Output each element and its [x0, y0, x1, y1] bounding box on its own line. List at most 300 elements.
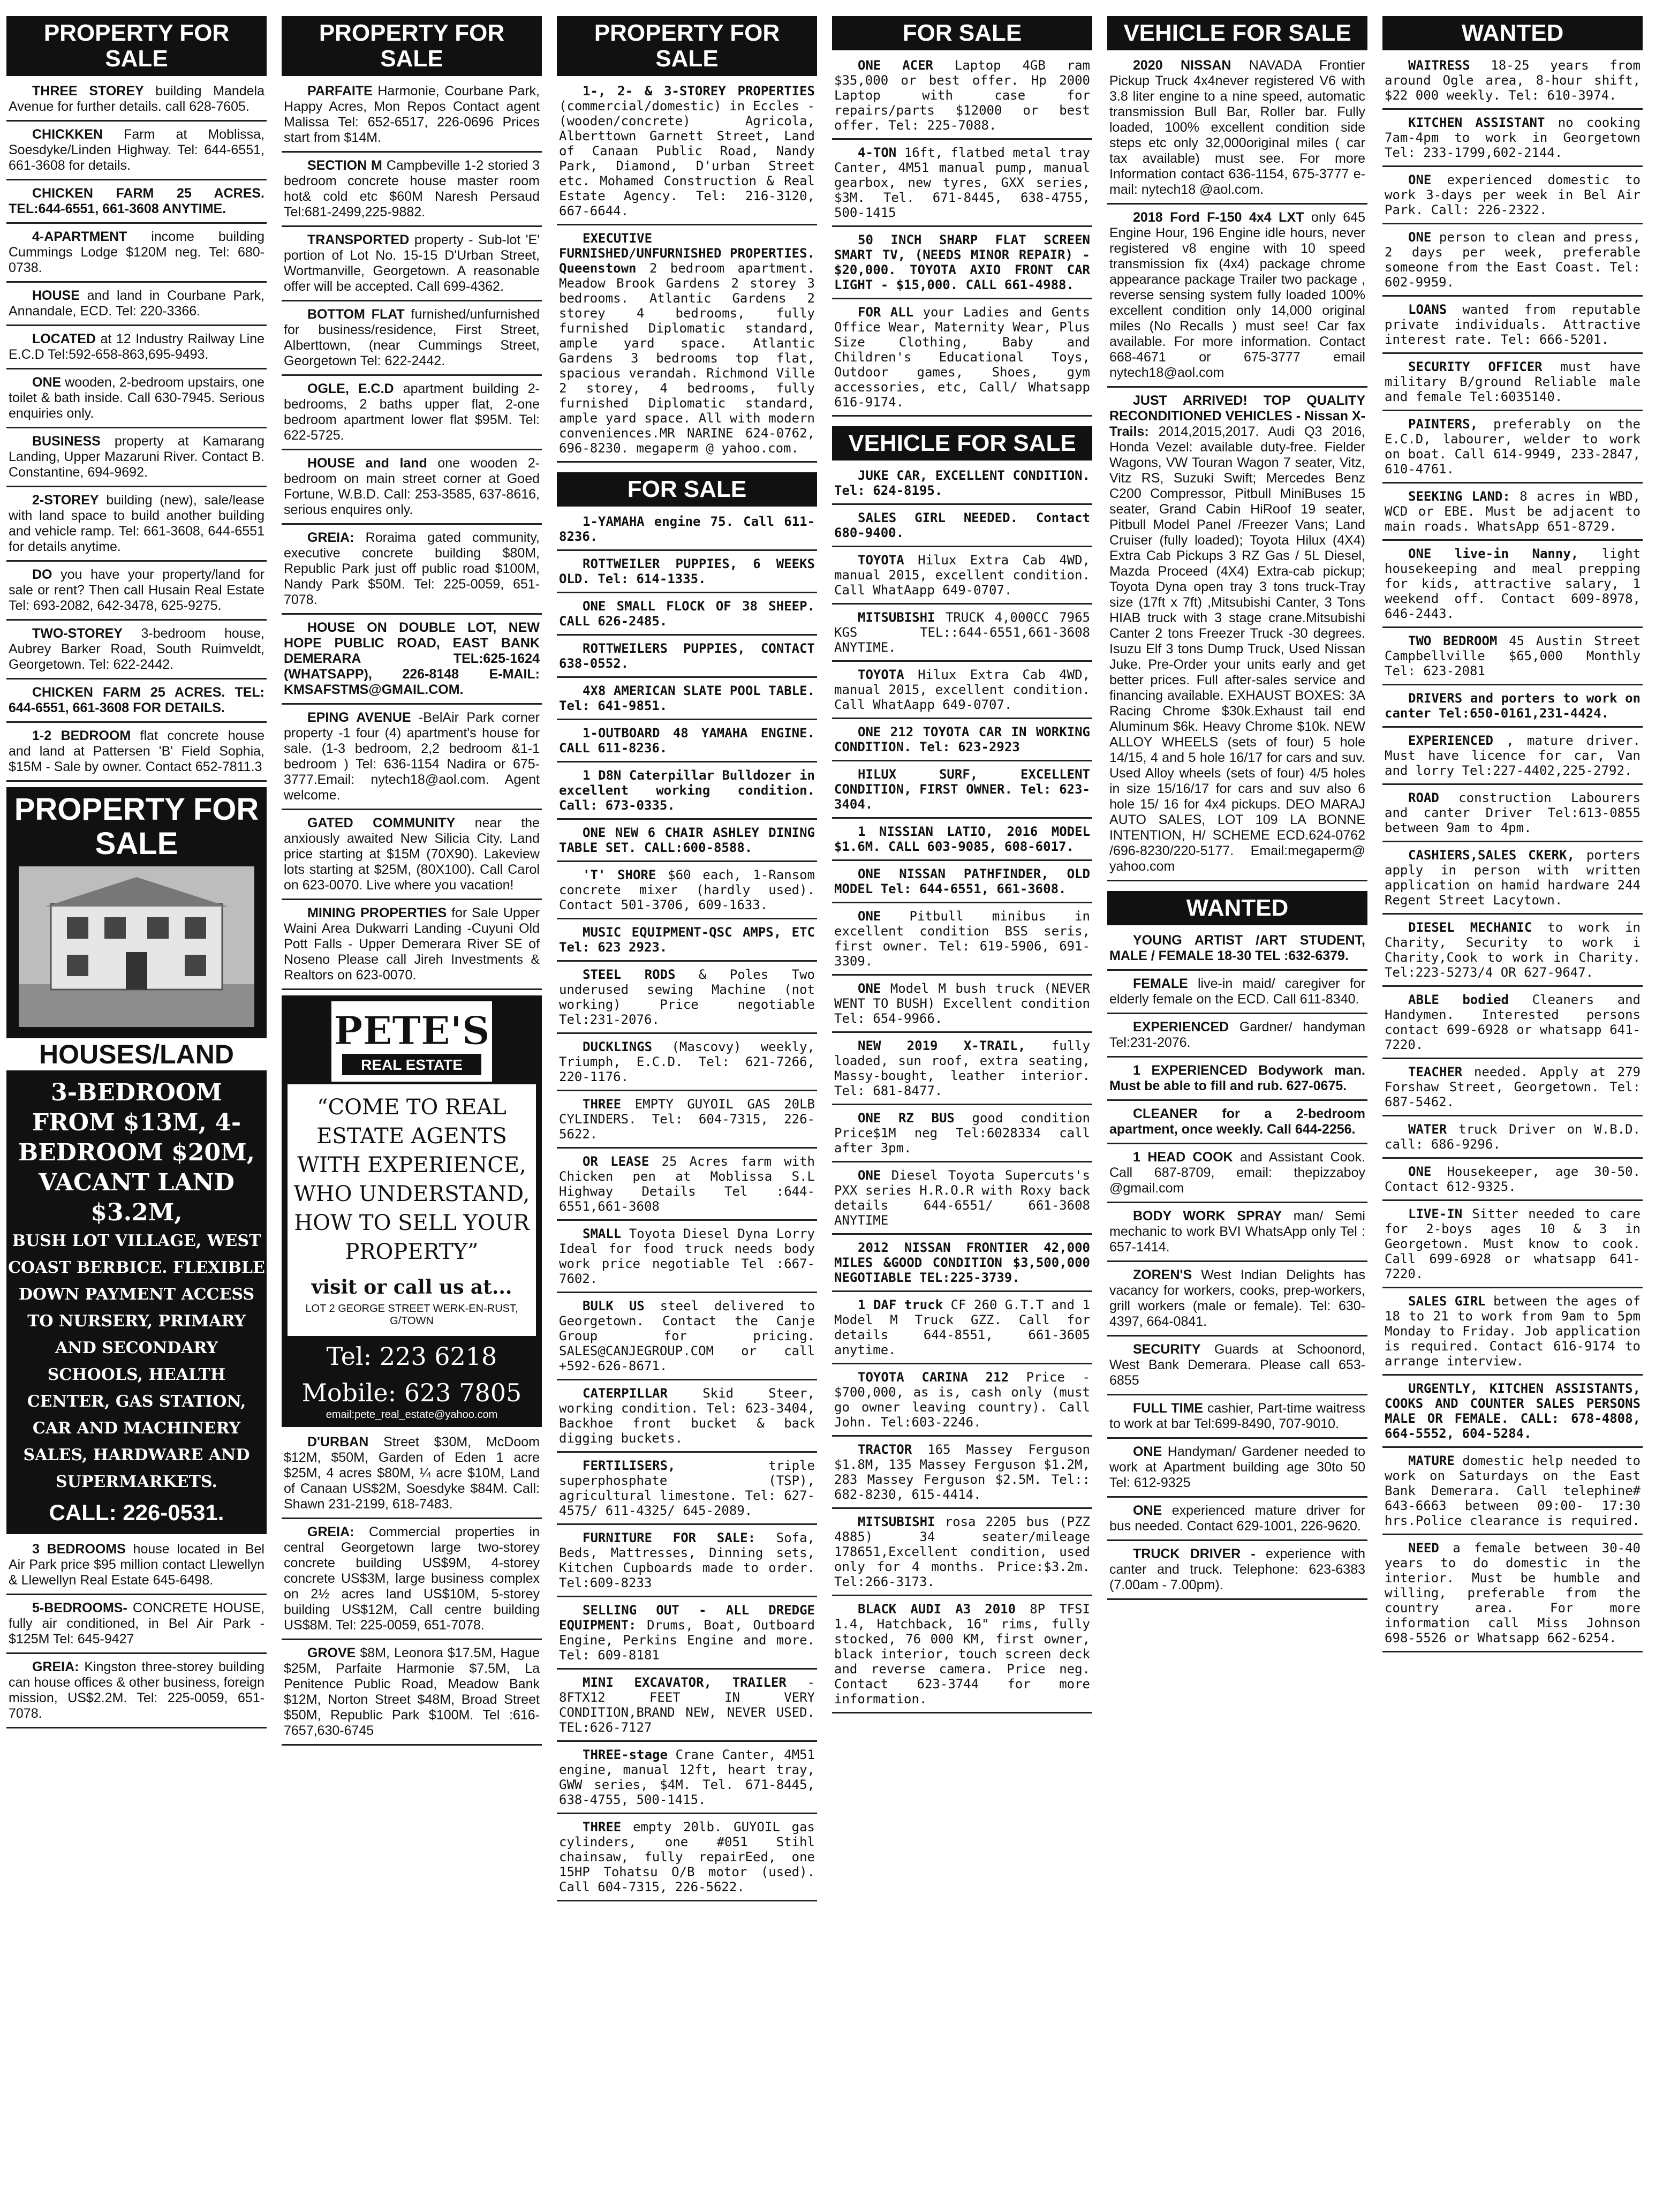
- classified-ad: [1382, 691, 1643, 728]
- classified-ad: [832, 468, 1092, 505]
- ad-lead: TEACHER: [1408, 1065, 1463, 1079]
- ad-text: 2014,2015,2017. Audi Q3 2016, Honda Vezel: available duty-free. Fielder Wagons, VW Touran Wagon 7 seater, Vitz, Vitz RS, Suzuki Swift; Mercedes Benz C200 Compressor, Pitbull MiniBuses 15 seater, Grand Cabin HiRoof 19 seater, Pitbull Model Panel /Freezer Vans; Land Cruiser (fully loaded); Toyota Hilux (4X4) Extra Cab Pickups 3 RZ Gas / 5L Diesel, Mazda Proceed (4X4) Extra-cab pickup; Toyota Dyna open tray 3 tons truck-Tray size (17ft x 7ft) ,Mitsubishi Canter, 3 Tons HIAB truck with 3 stage crane.Mitsubishi Canter 2 tons Freezer Truck -30 degrees. Isuzu Elf 3 tons Dump Truck, Used Nissan Juke. Pre-Order your units early and get better prices. Full after-sales service and financing available. EXHAUST BOXES: 3A Racing Chrome $30k.Exhaust tail end Aluminum $6k. Heavy Chrome $10k. NEW ALLOY WHEELS (sets of four) 5 hole 14/15, 4 and 5 hole 16/17 for cars and suv. Used Alloy wheels (sets of four) 4/5 holes in size 15/16/17 for cars and suv also 6 hole 15/ 16 for 4x4 pickups. DEO MARAJ AUTO SALES, LOT 109 LA BONNE INTENTION, H/ SCHEME ECD.624-0762 /696-8230/220-5177. Email:megaperm@ yahoo.com: [1109, 424, 1365, 874]
- ad-text: property at Kamarang Landing, Upper Mazaruni River. Contact B. Constantine, 694-9692.: [9, 434, 264, 480]
- ad-lead: GROVE: [307, 1645, 356, 1660]
- classified-ad: [1382, 546, 1643, 628]
- ad-list: [557, 514, 817, 1901]
- ad-lead: NEED: [1408, 1541, 1439, 1556]
- ad-lead: 2020 NISSAN: [1133, 58, 1231, 73]
- classified-ad: [832, 724, 1092, 761]
- ad-lead: NEW 2019 X-TRAIL,: [858, 1038, 1026, 1053]
- ad-lead: THREE: [583, 1820, 622, 1834]
- classified-ad: [282, 1524, 542, 1640]
- ad-text: person to clean and press, 2 days per week, preferable someone from the East Coast. Tel: 602-9959.: [1385, 230, 1641, 290]
- ad-text: no cooking 7am-4pm to work in Georgetown Tel: 233-1799,602-2144.: [1385, 115, 1641, 160]
- classified-ad: [6, 127, 267, 180]
- classified-ad: [282, 530, 542, 615]
- ad-text: one wooden 2-bedroom on main street corner at Goed Fortune, W.B.D. Call: 253-3585, 637-8616, serious enquires only.: [284, 456, 540, 517]
- ad-text: to work in Charity, Security to work i Charity,Cook to work in Charity. Tel:223-5273/4 OR 627-9647.: [1385, 920, 1641, 980]
- ad-text: Farm at Moblissa, Soesdyke/Linden Highway. Tel: 644-6551, 661-3608 for details.: [9, 127, 264, 173]
- classified-ad: [557, 726, 817, 763]
- ad-text: house located in Bel Air Park price $95 million contact Llewellyn & Llewellyn Real Estate 645-6498.: [9, 1542, 264, 1588]
- ad-lead: 1-OUTBOARD 48 YAMAHA ENGINE. CALL 611-8236.: [559, 726, 815, 756]
- classified-ad: [1107, 393, 1367, 881]
- ad-lead: EPING AVENUE: [307, 710, 411, 725]
- classified-ad: [6, 567, 267, 621]
- ad-list: [6, 1542, 267, 1728]
- classified-ad: [557, 1097, 817, 1149]
- ad-lead: TOYOTA: [858, 667, 904, 682]
- ad-lead: 4X8 AMERICAN SLATE POOL TABLE. Tel: 641-9851.: [559, 683, 815, 713]
- ad-lead: FERTILISERS,: [583, 1458, 676, 1473]
- classified-ad: [6, 493, 267, 562]
- ad-lead: TOYOTA: [858, 553, 904, 568]
- ad-lead: ZOREN'S: [1133, 1267, 1192, 1282]
- classified-ad: [1382, 1294, 1643, 1376]
- ad-text: wanted from reputable private individuals. Attractive interest rate. Tel: 666-5201.: [1385, 302, 1641, 347]
- classified-ad: [6, 1659, 267, 1728]
- ad-text: a female between 30-40 years to do domestic in the interior. Must be humble and willing, preferable from the country area. For more information call Miss Johnson 698-5526 or Whatsapp 662-6254.: [1385, 1541, 1641, 1645]
- petes-visit: visit or call us at...: [311, 1276, 512, 1298]
- column-property-for-sale-2: [282, 16, 542, 2201]
- ad-lead: THREE: [583, 1097, 622, 1112]
- ad-lead: LOANS: [1408, 302, 1447, 317]
- ad-text: building (new), sale/lease with land space to build another building and vehicle ramp. Tel: 661-3608, 644-6551 for details anytime.: [9, 493, 264, 554]
- ad-text: for Sale Upper Waini Area Dukwarri Landing -Cuyuni Old Pott Falls - Upper Demerara River SE of Noseno Please call Jireh Investments & Realtors on 623-0070.: [284, 905, 540, 983]
- classified-ad: [1382, 1541, 1643, 1652]
- ad-text: & Poles Two underused sewing Machine (not working) Price negotiable Tel:231-2076.: [559, 967, 815, 1027]
- ad-text: EMPTY GUYOIL GAS 20LB CYLINDERS. Tel: 604-7315, 226-5622.: [559, 1097, 815, 1142]
- classified-ad: [1107, 1267, 1367, 1337]
- ad-lead: ONE: [858, 909, 881, 924]
- ad-text: - 8FTX12 FEET IN VERY CONDITION,BRAND NEW, NEVER USED. TEL:626-7127: [559, 1675, 815, 1735]
- ad-lead: HILUX SURF, EXCELLENT CONDITION, FIRST OWNER. Tel: 623-3404.: [834, 767, 1090, 812]
- ad-text: Street $30M, McDoom $12M, $50M, Garden of Eden 1 acre $25M, 4 acres $80M, ¼ acre $10M, Land of Canaan US$2M, Soesdyke $84M. Call: Shawn 231-2199, 618-7483.: [284, 1435, 540, 1512]
- classified-ad: [282, 710, 542, 810]
- ad-text: furnished/unfurnished for business/residence, First Street, Alberttown, (near Cummings Street, Georgetown Tel: 622-2442.: [284, 307, 540, 368]
- ad-lead: FEMALE: [1133, 976, 1188, 991]
- classified-ad: [6, 1601, 267, 1654]
- ad-lead: D'URBAN: [307, 1435, 369, 1449]
- ad-text: NAVADA Frontier Pickup Truck 4x4never registered V6 with 3.8 liter engine to a nine speed, automatic transmission Bull Bar, Roller bar. Fully loaded, 100% excellent condition side steps etc only 32,000original miles ( car tax available) must see. For more Information contact 636-1154, 675-3777 e-mail: nytech18 @aol.com.: [1109, 58, 1365, 197]
- ad-text: Sitter needed to care for 2-boys ages 10 & 3 in Georgetown. Must know to cook. Call 699-6928 or whatsapp 641-7220.: [1385, 1206, 1641, 1281]
- ad-lead: BOTTOM FLAT: [307, 307, 405, 322]
- ad-text: good condition Price$1M neg Tel:6028334 call after 3pm.: [834, 1111, 1090, 1156]
- ad-text: between the ages of 18 to 21 to work from 9am to 5pm Monday to Friday. Job application is required. Contact 616-9174 to arrange interview.: [1385, 1294, 1641, 1369]
- classified-ad: [1107, 1401, 1367, 1439]
- ad-text: must have military B/ground Reliable male and female Tel:6035140.: [1385, 359, 1641, 404]
- ad-lead: SEEKING LAND:: [1408, 489, 1510, 504]
- ad-lead: 50 INCH SHARP FLAT SCREEN SMART TV, (NEEDS MINOR REPAIR) - $20,000. TOYOTA AXIO FRONT CAR LIGHT - $15,000. CALL 661-4988.: [834, 232, 1090, 292]
- ad-lead: 5-BEDROOMS-: [32, 1601, 127, 1615]
- ad-text: Kingston three-storey building can house offices & other business, foreign mission, US$2.2M. Tel: 225-0059, 651-7078.: [9, 1659, 265, 1721]
- ad-lead: JUKE CAR, EXCELLENT CONDITION. Tel: 624-8195.: [834, 468, 1090, 498]
- ad-lead: CLEANER for a 2-bedroom apartment, once weekly. Call 644-2256.: [1109, 1106, 1365, 1137]
- promo-prices: 3-BEDROOM FROM $13M, 4-BEDROOM $20M, VACANT LAND $3.2M,: [18, 1079, 255, 1226]
- ad-lead: ONE live-in Nanny,: [1408, 546, 1579, 561]
- classified-ad: [557, 556, 817, 593]
- classified-ad: [1107, 1546, 1367, 1600]
- classified-ad: [1382, 359, 1643, 411]
- ad-lead: BLACK AUDI A3 2010: [858, 1602, 1016, 1617]
- classified-ad: [1382, 1206, 1643, 1288]
- ad-text: domestic help needed to work on Saturdays on the East Bank Demerara. Call telephine# 643-6663 between 09:00- 17:30 hrs.Police clearance is required.: [1385, 1453, 1641, 1528]
- classified-ad: [6, 186, 267, 224]
- ad-lead: HOUSE ON DOUBLE LOT, NEW HOPE PUBLIC ROAD, EAST BANK DEMERARA TEL:625-1624 (WHATSAPP), 226-8148 E-MAIL: KMSAFSTMS@GMAIL.COM.: [284, 620, 540, 697]
- classified-ad: [557, 1039, 817, 1091]
- classified-ad: [1107, 210, 1367, 388]
- ad-lead: ROTTWEILERS PUPPIES, CONTACT 638-0552.: [559, 641, 815, 671]
- ad-lead: 1 EXPERIENCED Bodywork man. Must be able to fill and rub. 627-0675.: [1109, 1063, 1365, 1093]
- ad-text: only 645 Engine Hour, 196 Engine idle hours, never registered v8 engine with 10 speed transmission fix (4x4) package chrome appearance package Trailer two package , reverse sensing system fully loaded 100% excellent condition only 14,000 original miles (No Recalls ) must see! Car fax available. For more information. Contact 668-4671 or 675-3777 email nytech18@aol.com: [1109, 210, 1365, 380]
- classified-ad: [832, 1297, 1092, 1364]
- ad-lead: HOUSE: [32, 288, 80, 303]
- houses-land-band: HOUSES/LAND: [6, 1038, 267, 1070]
- ad-lead: HOUSE and land: [307, 456, 427, 471]
- ad-lead: SELLING OUT - ALL DREDGE EQUIPMENT:: [559, 1603, 815, 1633]
- ad-text: fully loaded, sun roof, extra seating, Massy-bought, leather interior. Tel: 681-8477.: [834, 1038, 1091, 1098]
- classified-ad: [832, 981, 1092, 1033]
- classified-ad: [1382, 992, 1643, 1059]
- classified-ad: [832, 1111, 1092, 1162]
- ad-text: truck Driver on W.B.D. call: 686-9296.: [1385, 1122, 1641, 1152]
- ad-lead: ONE: [1133, 1503, 1162, 1518]
- ad-lead: FULL TIME: [1133, 1401, 1204, 1416]
- ad-text: wooden, 2-bedroom upstairs, one toilet & bath inside. Call 630-7945. Serious enquiries only.: [9, 375, 265, 421]
- ad-lead: SECURITY OFFICER: [1408, 359, 1543, 374]
- ad-text: Diesel Toyota Supercuts's PXX series H.R.O.R with Roxy back details 644-6551/ 661-3608 ANYTIME: [834, 1168, 1090, 1228]
- ad-text: Campbeville 1-2 storied 3 bedroom concrete house master room hot& cold etc $60M Naresh Persaud Tel:681-2499,225-9882.: [284, 158, 540, 220]
- classified-ad: [557, 1298, 817, 1380]
- ad-text: 25 Acres farm with Chicken pen at Moblissa S.L Highway Details Tel :644-6551,661-3608: [559, 1154, 815, 1214]
- ad-text: Sofa, Beds, Mattresses, Dinning sets, Kitchen Cupboards made to order. Tel:609-8233: [559, 1530, 815, 1590]
- classified-ad: [557, 925, 817, 962]
- column-wanted: [1382, 16, 1643, 2201]
- ad-lead: CASHIERS,SALES CKERK,: [1408, 848, 1575, 863]
- ad-lead: 1 DAF truck: [858, 1297, 943, 1312]
- ad-text: Cleaners and Handymen. Interested persons contact 699-6928 or whatsapp 641-7220.: [1385, 992, 1641, 1052]
- ad-lead: ONE NEW 6 CHAIR ASHLEY DINING TABLE SET. CALL:600-8588.: [559, 825, 815, 855]
- classified-ad: [1107, 976, 1367, 1014]
- ad-lead: DRIVERS and porters to work on canter Tel:650-0161,231-4424.: [1385, 691, 1641, 721]
- classified-ad: [557, 867, 817, 919]
- ad-lead: 1-2 BEDROOM: [32, 728, 131, 743]
- ad-text: West Indian Delights has vacancy for workers, cooks, prep-workers, grill workers (male or female). Tel: 630-4397, 664-0841.: [1109, 1267, 1366, 1329]
- ad-text: experienced mature driver for bus needed. Contact 629-1001, 226-9620.: [1109, 1503, 1365, 1534]
- ad-text: Laptop 4GB ram $35,000 or best offer. Hp 2000 Laptop with case for repairs/parts $12000 or best offer. Tel: 225-7088.: [834, 58, 1091, 133]
- petes-email: email:pete_real_estate@yahoo.com: [326, 1409, 498, 1421]
- ad-lead: EXECUTIVE FURNISHED/UNFURNISHED PROPERTIES. Queenstown: [559, 231, 815, 276]
- property-promo-box: [6, 787, 267, 1534]
- ad-lead: ONE: [32, 375, 62, 390]
- classified-ad: [832, 1038, 1092, 1105]
- ad-lead: SECURITY: [1133, 1342, 1201, 1357]
- classified-ad: [832, 1602, 1092, 1713]
- ad-text: construction Labourers and canter Driver Tel:613-0855 between 9am to 4pm.: [1385, 790, 1641, 835]
- ad-lead: 2-STOREY: [32, 493, 99, 508]
- ad-text: CONCRETE HOUSE, fully air conditioned, in Bel Air Park - $125M Tel: 645-9427: [9, 1601, 264, 1647]
- ad-lead: TOYOTA CARINA 212: [858, 1370, 1009, 1385]
- ad-lead: OR LEASE: [583, 1154, 649, 1169]
- ad-lead: ONE NISSAN PATHFINDER, OLD MODEL Tel: 644-6551, 661-3608.: [834, 866, 1090, 896]
- ad-text: Skid Steer, working condition. Tel: 623-3404, Backhoe front bucket & back digging buckets.: [559, 1386, 815, 1446]
- ad-lead: THREE STOREY: [32, 84, 144, 99]
- ad-lead: 1 HEAD COOK: [1133, 1150, 1233, 1165]
- ad-text: Gardner/ handyman Tel:231-2076.: [1109, 1020, 1365, 1050]
- petes-address: LOT 2 GEORGE STREET WERK-EN-RUST, G/TOWN: [305, 1303, 518, 1327]
- ad-text: live-in maid/ caregiver for elderly female on the ECD. Call 611-8340.: [1109, 976, 1365, 1007]
- ad-text: 16ft, flatbed metal tray Canter, 4M51 manual pump, manual gearbox, new tyres, GXX series, $3M. Tel. 671-8445, 638-4755, 500-1415: [834, 145, 1090, 220]
- classified-ad: [6, 229, 267, 283]
- ad-lead: ONE: [858, 1168, 881, 1183]
- section-header: PROPERTY FOR SALE: [6, 16, 267, 76]
- ad-lead: JUST ARRIVED! TOP QUALITY RECONDITIONED VEHICLES - Nissan X-Trails:: [1109, 393, 1365, 439]
- ad-lead: ROAD: [1408, 790, 1439, 805]
- ad-text: (commercial/domestic) in Eccles - (wooden/concrete) Agricola, Alberttown Garnett Street, Land of Canaan Public Road, Nandy Park, Diamond, D'urban Street etc. Mohamed Construction & Real Estate Agency. Tel: 216-3120, 667-6644.: [559, 99, 815, 218]
- ad-lead: LOCATED: [32, 331, 96, 346]
- classified-ad: [557, 967, 817, 1034]
- logo-subtext: REAL ESTATE: [361, 1056, 463, 1073]
- ad-lead: MINI EXCAVATOR, TRAILER: [583, 1675, 787, 1690]
- classified-ad: [282, 816, 542, 900]
- petes-mobile: Mobile: 623 7805: [301, 1378, 522, 1407]
- petes-real-estate-ad: [282, 995, 542, 1427]
- classified-ad: [557, 1226, 817, 1293]
- ad-text: your Ladies and Gents Office Wear, Maternity Wear, Plus Size Clothing, Baby and Children's Educational Toys, Outdoor games, Shoes, gym accessories, etc, Call/ Whatsapp 616-9174.: [834, 305, 1090, 410]
- ad-lead: ONE 212 TOYOTA CAR IN WORKING CONDITION. Tel: 623-2923: [834, 724, 1090, 754]
- classified-ad: [557, 1675, 817, 1742]
- column-for-sale: [832, 16, 1092, 2201]
- ad-text: experience with canter and truck. Telephone: 623-6383 (7.00am - 7.00pm).: [1109, 1546, 1365, 1592]
- classified-ad: [832, 305, 1092, 417]
- ad-text: man/ Semi mechanic to work BVI WhatsApp only Tel : 657-1414.: [1109, 1209, 1365, 1255]
- section-header: PROPERTY FOR SALE: [282, 16, 542, 76]
- ad-text: 3-bedroom house, Aubrey Barker Road, South Ruimveldt, Georgetown. Tel: 622-2442.: [9, 626, 264, 672]
- ad-text: Housekeeper, age 30-50. Contact 612-9325.: [1385, 1164, 1641, 1194]
- ad-lead: KITCHEN ASSISTANT: [1408, 115, 1545, 130]
- ad-lead: DUCKLINGS: [583, 1039, 653, 1054]
- ad-list: [832, 58, 1092, 417]
- ad-text: experienced domestic to work 3-days per week in Bel Air Park. Call: 226-2322.: [1385, 172, 1641, 217]
- ad-lead: ONE: [1408, 172, 1432, 187]
- ad-lead: BULK US: [583, 1298, 645, 1313]
- section-header: PROPERTY FOR SALE: [557, 16, 817, 76]
- ad-lead: STEEL RODS: [583, 967, 676, 982]
- classified-ad: [282, 905, 542, 990]
- ad-lead: TRUCK DRIVER -: [1133, 1546, 1256, 1561]
- house-photo-icon: [19, 866, 254, 1027]
- ad-lead: SMALL: [583, 1226, 622, 1241]
- classified-ad: [1382, 115, 1643, 167]
- classified-ad: [1382, 1122, 1643, 1159]
- ad-lead: YOUNG ARTIST /ART STUDENT, MALE / FEMALE 18-30 TEL :632-6379.: [1109, 933, 1365, 963]
- ad-lead: DO: [32, 567, 52, 582]
- classified-ad: [557, 1458, 817, 1525]
- classified-ad: [1382, 489, 1643, 541]
- ad-lead: DIESEL MECHANIC: [1408, 920, 1532, 935]
- ad-text: 8 acres in WBD, WCD or EBE. Must be adjacent to main roads. WhatsApp 651-8729.: [1385, 489, 1641, 534]
- classified-ad: [557, 1530, 817, 1597]
- ad-lead: FOR ALL: [858, 305, 914, 320]
- ad-text: rosa 2205 bus (PZZ 4885) 34 seater/mileage 178651,Excellent condition, used only for 4 months. Price:$3.2m. Tel:266-3173.: [834, 1514, 1090, 1589]
- section-header: WANTED: [1382, 16, 1643, 50]
- classified-ad: [557, 599, 817, 636]
- ad-lead: 1-YAMAHA engine 75. Call 611-8236.: [559, 514, 815, 544]
- promo-details: BUSH LOT VILLAGE, WEST COAST BERBICE. FLEXIBLE DOWN PAYMENT ACCESS TO NURSERY, PRIMARY AND SECONDARY SCHOOLS, HEALTH CENTER, GAS STATION, CAR AND MACHINERY SALES, HARDWARE AND SUPERMARKETS.: [8, 1232, 265, 1491]
- classified-ad: [832, 1168, 1092, 1235]
- ad-lead: ONE SMALL FLOCK OF 38 SHEEP. CALL 626-2485.: [559, 599, 815, 629]
- classified-ad: [832, 1370, 1092, 1437]
- ad-text: Toyota Diesel Dyna Lorry Ideal for food truck needs body work price negotiable Tel :667-7602.: [559, 1226, 815, 1286]
- ad-lead: TWO-STOREY: [32, 626, 123, 641]
- ad-text: property - Sub-lot 'E' portion of Lot No. 15-15 D'Urban Street, Wortmanville, Georgetown. A reasonable offer will be accepted. Call 699-4362.: [284, 232, 540, 294]
- ad-text: cashier, Part-time waitress to work at bar Tel:699-8490, 707-9010.: [1109, 1401, 1366, 1431]
- classified-ad: [6, 84, 267, 122]
- ad-lead: 4-APARTMENT: [32, 229, 127, 244]
- classified-ad: [832, 553, 1092, 605]
- ad-text: preferably on the E.C.D, labourer, welder to work on boat. Call 614-9949, 233-2847, 610-4761.: [1385, 417, 1641, 477]
- ad-lead: CHICKEN FARM 25 ACRES. TEL: 644-6551, 661-3608 FOR DETAILS.: [9, 685, 264, 715]
- promo-title: PROPERTY FOR SALE: [14, 792, 259, 861]
- classified-ad: [1107, 933, 1367, 971]
- ad-lead: TRANSPORTED: [307, 232, 410, 247]
- ad-lead: MINING PROPERTIES: [307, 905, 447, 920]
- classified-ad: [6, 1542, 267, 1595]
- classified-ad: [1382, 230, 1643, 297]
- classified-ad: [832, 232, 1092, 299]
- section-header-wanted: WANTED: [1107, 891, 1367, 925]
- ad-lead: EXPERIENCED: [1133, 1020, 1229, 1035]
- ad-list: [1107, 933, 1367, 1600]
- ad-text: $60 each, 1-Ransom concrete mixer (hardly used). Contact 501-3706, 609-1633.: [559, 867, 815, 912]
- ad-lead: 2012 NISSAN FRONTIER 42,000 MILES &GOOD CONDITION $3,500,000 NEGOTIABLE TEL:225-3739.: [834, 1240, 1090, 1285]
- petes-logo-icon: [331, 1001, 492, 1082]
- ad-lead: ROTTWEILER PUPPIES, 6 WEEKS OLD. Tel: 614-1335.: [559, 556, 815, 586]
- ad-text: porters apply in person with written application on hamid hardware 244 Regent Street Lacytown.: [1385, 848, 1641, 908]
- classified-ad: [282, 456, 542, 525]
- ad-lead: CATERPILLAR: [583, 1386, 668, 1401]
- classified-ad: [832, 866, 1092, 903]
- ad-text: Crane Canter, 4M51 engine, manual 12ft, heart tray, GWW series, $4M. Tel. 671-8445, 638-4755, 500-1415.: [559, 1747, 815, 1807]
- logo-text: PETE'S: [334, 1008, 490, 1053]
- classified-ad: [557, 231, 817, 463]
- petes-body: [288, 1084, 536, 1336]
- ad-lead: 1 NISSIAN LATIO, 2016 MODEL $1.6M. CALL 603-9085, 608-6017.: [834, 824, 1090, 854]
- ad-text: Handyman/ Gardener needed to work at Apartment building age 30to 50 Tel: 612-9325: [1109, 1444, 1365, 1490]
- classified-ad: [557, 84, 817, 225]
- ad-text: near the anxiously awaited New Silicia City. Land price starting at $15M (70X90). Lakeview lots starting at $25M, (80X100). Call Carol on 623-0070. Live where you vacation!: [284, 816, 540, 893]
- ad-lead: URGENTLY, KITCHEN ASSISTANTS, COOKS AND COUNTER SALES PERSONS MALE OR FEMALE. CALL: 678-4808, 664-5552, 604-5284.: [1385, 1381, 1641, 1441]
- classified-ad: [1107, 1106, 1367, 1144]
- section-header: FOR SALE: [832, 16, 1092, 50]
- ad-list: [282, 84, 542, 990]
- ad-lead: 1 D8N Caterpillar Bulldozer in excellent working condition. Call: 673-0335.: [559, 768, 815, 813]
- classified-ad: [1382, 790, 1643, 842]
- classified-ad: [1107, 1342, 1367, 1395]
- classified-ad: [6, 375, 267, 428]
- ad-text: (Mascovy) weekly, Triumph, E.C.D. Tel: 621-7266, 220-1176.: [559, 1039, 815, 1084]
- ad-lead: ABLE bodied: [1408, 992, 1509, 1007]
- ad-lead: 4-TON: [858, 145, 897, 160]
- ad-lead: ONE: [1133, 1444, 1162, 1459]
- ad-text: building Mandela Avenue for further details. call 628-7605.: [9, 84, 264, 114]
- ad-list: [557, 84, 817, 463]
- ad-text: and land in Courbane Park, Annandale, ECD. Tel: 220-3366.: [9, 288, 264, 319]
- classified-ad: [1107, 58, 1367, 205]
- classified-ad: [832, 610, 1092, 662]
- ad-text: triple superphosphate (TSP), agricultural limestone. Tel: 627-4575/ 611-4325/ 645-2089.: [559, 1458, 815, 1518]
- petes-telephone: Tel: 223 6218: [326, 1342, 497, 1371]
- ad-text: Model M bush truck (NEVER WENT TO BUSH) Excellent condition Tel: 654-9966.: [834, 981, 1091, 1026]
- classified-ad: [832, 767, 1092, 819]
- ad-text: at 12 Industry Railway Line E.C.D Tel:592-658-863,695-9493.: [9, 331, 264, 362]
- classified-ad: [557, 683, 817, 720]
- classified-ad: [282, 307, 542, 376]
- classified-ad: [6, 728, 267, 782]
- ad-lead: MITSUBISHI: [858, 610, 935, 625]
- ad-lead: GATED COMMUNITY: [307, 816, 456, 831]
- classified-ad: [282, 1645, 542, 1746]
- classified-ad: [6, 685, 267, 723]
- classified-ad: [282, 84, 542, 153]
- ad-text: steel delivered to Georgetown. Contact the Canje Group for pricing. SALES@CANJEGROUP.COM or call +592-626-8671.: [559, 1298, 815, 1373]
- ad-lead: 2018 Ford F-150 4x4 LXT: [1133, 210, 1304, 225]
- classified-ad: [1382, 733, 1643, 785]
- ad-text: Guards at Schoonord, West Bank Demerara. Please call 653-6855: [1109, 1342, 1366, 1388]
- column-property-for-sale-3: [557, 16, 817, 2201]
- classified-ad: [1382, 920, 1643, 987]
- classified-ad: [6, 626, 267, 680]
- ad-lead: TRACTOR: [858, 1442, 912, 1457]
- ad-lead: PARFAITE: [307, 84, 373, 99]
- ad-lead: ONE RZ BUS: [858, 1111, 955, 1126]
- ad-lead: CHICKKEN: [32, 127, 103, 142]
- classified-ad: [1382, 172, 1643, 224]
- ad-text: Drums, Boat, Outboard Engine, Perkins Engine and more. Tel: 609-8181: [559, 1618, 815, 1663]
- classified-ad: [557, 514, 817, 551]
- ad-text: Hilux Extra Cab 4WD, manual 2015, excellent condition. Call WhatAapp 649-0707.: [834, 553, 1091, 598]
- ad-lead: OGLE, E.C.D: [307, 381, 394, 396]
- ad-lead: TWO BEDROOM: [1408, 633, 1498, 648]
- classified-ad: [1382, 633, 1643, 685]
- ad-lead: MUSIC EQUIPMENT-QSC AMPS, ETC Tel: 623 2923.: [559, 925, 815, 955]
- classified-ad: [1107, 1150, 1367, 1203]
- ad-text: 18-25 years from around Ogle area, 8-hour shift, $22 000 weekly. Tel: 610-3974.: [1385, 58, 1641, 103]
- ad-text: Commercial properties in central Georgetown large two-storey concrete building US$9M, 4-storey concrete US$3M, large business complex on 2½ acres land US$10M, 5-storey building US$12M, Call centre building US$8M. Tel: 225-0059, 651-7078.: [284, 1524, 540, 1633]
- ad-lead: SALES GIRL NEEDED. Contact 680-9400.: [834, 510, 1090, 540]
- classified-ad: [832, 909, 1092, 976]
- ad-lead: ONE ACER: [858, 58, 934, 73]
- classified-ad: [832, 1514, 1092, 1596]
- column-vehicle-for-sale: [1107, 16, 1367, 2201]
- ad-text: you have your property/land for sale or rent? Then call Husain Real Estate Tel: 693-2082, 642-3478, 625-9275.: [9, 567, 264, 613]
- ad-lead: GREIA:: [32, 1659, 79, 1674]
- classified-ad: [282, 232, 542, 301]
- classified-ad: [832, 58, 1092, 140]
- section-header: VEHICLE FOR SALE: [1107, 16, 1367, 50]
- classified-ad: [6, 331, 267, 369]
- ad-lead: ONE: [1408, 1164, 1432, 1179]
- classified-ad: [557, 825, 817, 862]
- ad-lead: FURNITURE FOR SALE:: [583, 1530, 756, 1545]
- classified-ad: [1382, 58, 1643, 110]
- ad-lead: MITSUBISHI: [858, 1514, 935, 1529]
- classified-ad: [1107, 1209, 1367, 1262]
- ad-lead: GREIA:: [307, 1524, 354, 1539]
- classified-ad: [1382, 417, 1643, 484]
- ad-text: income building Cummings Lodge $120M neg. Tel: 680-0738.: [9, 229, 265, 275]
- ad-lead: 3 BEDROOMS: [32, 1542, 126, 1557]
